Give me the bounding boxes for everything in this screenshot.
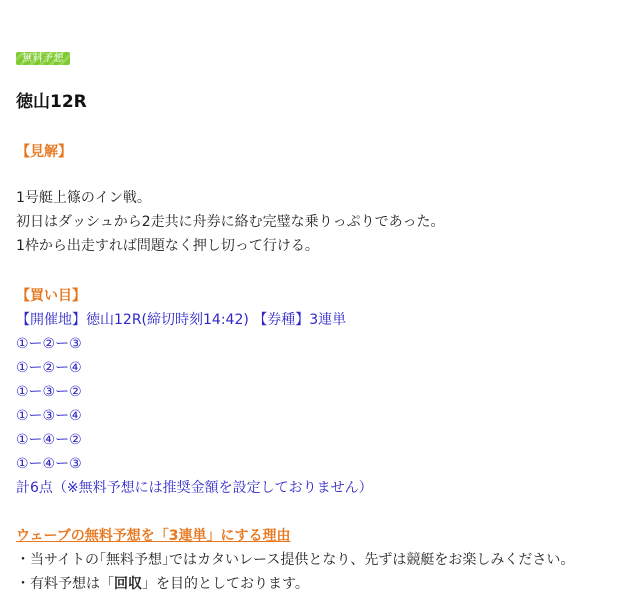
venue-line: 【開催地】徳山12R(締切時刻14:42) 【券種】3連単: [16, 312, 347, 328]
reason-bullet-2-post: 」を目的としております。: [142, 576, 309, 592]
ticket-3: ①ー③ー②: [16, 384, 82, 400]
opinion-line-3: 1枠から出走すれば問題なく押し切って行ける。: [16, 238, 319, 254]
opinion-line-2: 初日はダッシュから2走共に舟券に絡む完璧な乗りっぷりであった。: [16, 214, 445, 230]
free-prediction-badge: 無料予想: [16, 52, 70, 65]
ticket-1: ①ー②ー③: [16, 336, 82, 352]
reason-link[interactable]: ウェーブの無料予想を「3連単」にする理由: [16, 528, 291, 544]
buy-heading: 【買い目】: [16, 288, 86, 304]
reason-bullet-2-bold: 回収: [114, 576, 142, 592]
ticket-total: 計6点（※無料予想には推奨金額を設定しておりません）: [16, 480, 373, 496]
reason-bullet-2-pre: ・有料予想は「: [16, 576, 114, 592]
ticket-5: ①ー④ー②: [16, 432, 82, 448]
ticket-6: ①ー④ー③: [16, 456, 82, 472]
reason-bullet-1: ・当サイトの｢無料予想｣ではカタいレース提供となり、先ずは競艇をお楽しみください。: [16, 552, 575, 568]
ticket-4: ①ー③ー④: [16, 408, 82, 424]
opinion-heading: 【見解】: [16, 144, 72, 160]
opinion-line-1: 1号艇上篠のイン戦。: [16, 190, 151, 206]
race-title: 徳山12R: [16, 92, 87, 112]
reason-bullet-2: [16, 574, 309, 594]
ticket-2: ①ー②ー④: [16, 360, 82, 376]
